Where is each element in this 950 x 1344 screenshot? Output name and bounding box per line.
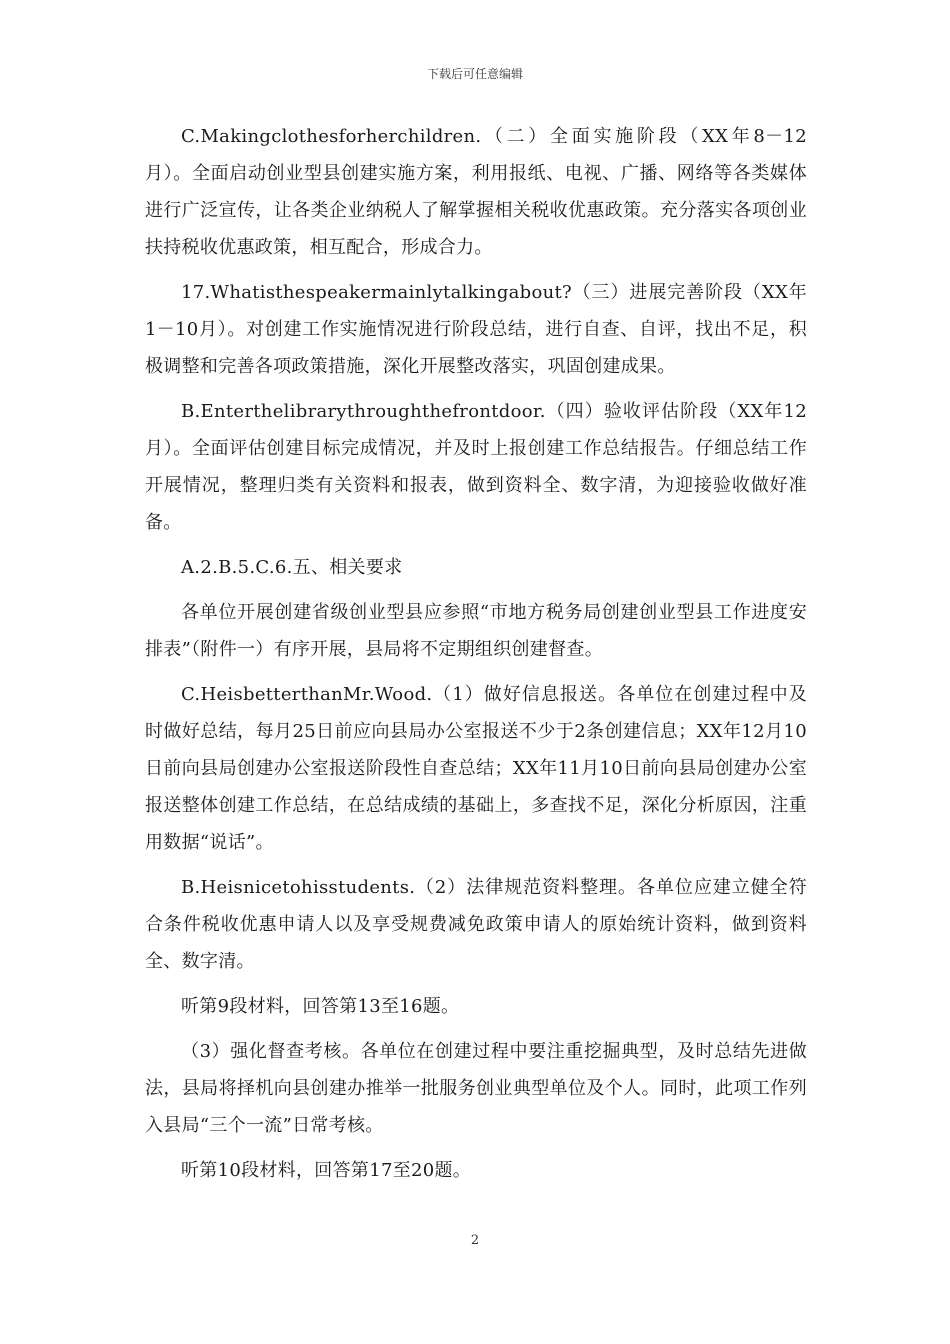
paragraph-5: 各单位开展创建省级创业型县应参照“市地方税务局创建创业型县工作进度安排表”（附件一）有序开展，县局将不定期组织创建督查。 — [145, 602, 807, 660]
paragraph-7: B.Heisnicetohisstudents.（2）法律规范资料整理。各单位应建立健全符合条件税收优惠申请人以及享受规费减免政策申请人的原始统计资料，做到资料全、数字清。 — [145, 877, 807, 972]
document-body — [145, 118, 807, 1197]
paragraph-4: A.2.B.5.C.6.五、相关要求 — [181, 557, 403, 578]
paragraph-3: B.Enterthelibrarythroughthefrontdoor.（四）验收评估阶段（XX年12月）。全面评估创建目标完成情况，并及时上报创建工作总结报告。仔细总结工作开展情况，整理归类有关资料和报表，做到资料全、数字清，为迎接验收做好准备。 — [145, 401, 807, 533]
page-number: 2 — [470, 1233, 480, 1248]
paragraph-8: 听第9段材料，回答第13至16题。 — [181, 996, 460, 1017]
paragraph-10: 听第10段材料，回答第17至20题。 — [181, 1160, 472, 1181]
page-header: 下载后可任意编辑 — [426, 67, 523, 81]
paragraph-9: （3）强化督查考核。各单位在创建过程中要注重挖掘典型，及时总结先进做法，县局将择机向县创建办推举一批服务创业典型单位及个人。同时，此项工作列入县局“三个一流”日常考核。 — [145, 1041, 807, 1136]
paragraph-1: C.Makingclothesforherchildren.（二）全面实施阶段（XX年8－12月）。全面启动创业型县创建实施方案，利用报纸、电视、广播、网络等各类媒体进行广泛宣传，让各类企业纳税人了解掌握相关税收优惠政策。充分落实各项创业扶持税收优惠政策，相互配合，形成合力。 — [145, 126, 807, 258]
paragraph-6: C.HeisbetterthanMr.Wood.（1）做好信息报送。各单位在创建过程中及时做好总结，每月25日前应向县局办公室报送不少于2条创建信息；XX年12月10日前向县局创建办公室报送阶段性自查总结；XX年11月10日前向县局创建办公室报送整体创建工作总结，在总结成绩的基础上，多查找不足，深化分析原因，注重用数据“说话”。 — [145, 684, 807, 853]
paragraph-2: 17.Whatisthespeakermainlytalkingabout?（三）进展完善阶段（XX年1－10月）。对创建工作实施情况进行阶段总结，进行自查、自评，找出不足，积极调整和完善各项政策措施，深化开展整改落实，巩固创建成果。 — [145, 282, 807, 377]
